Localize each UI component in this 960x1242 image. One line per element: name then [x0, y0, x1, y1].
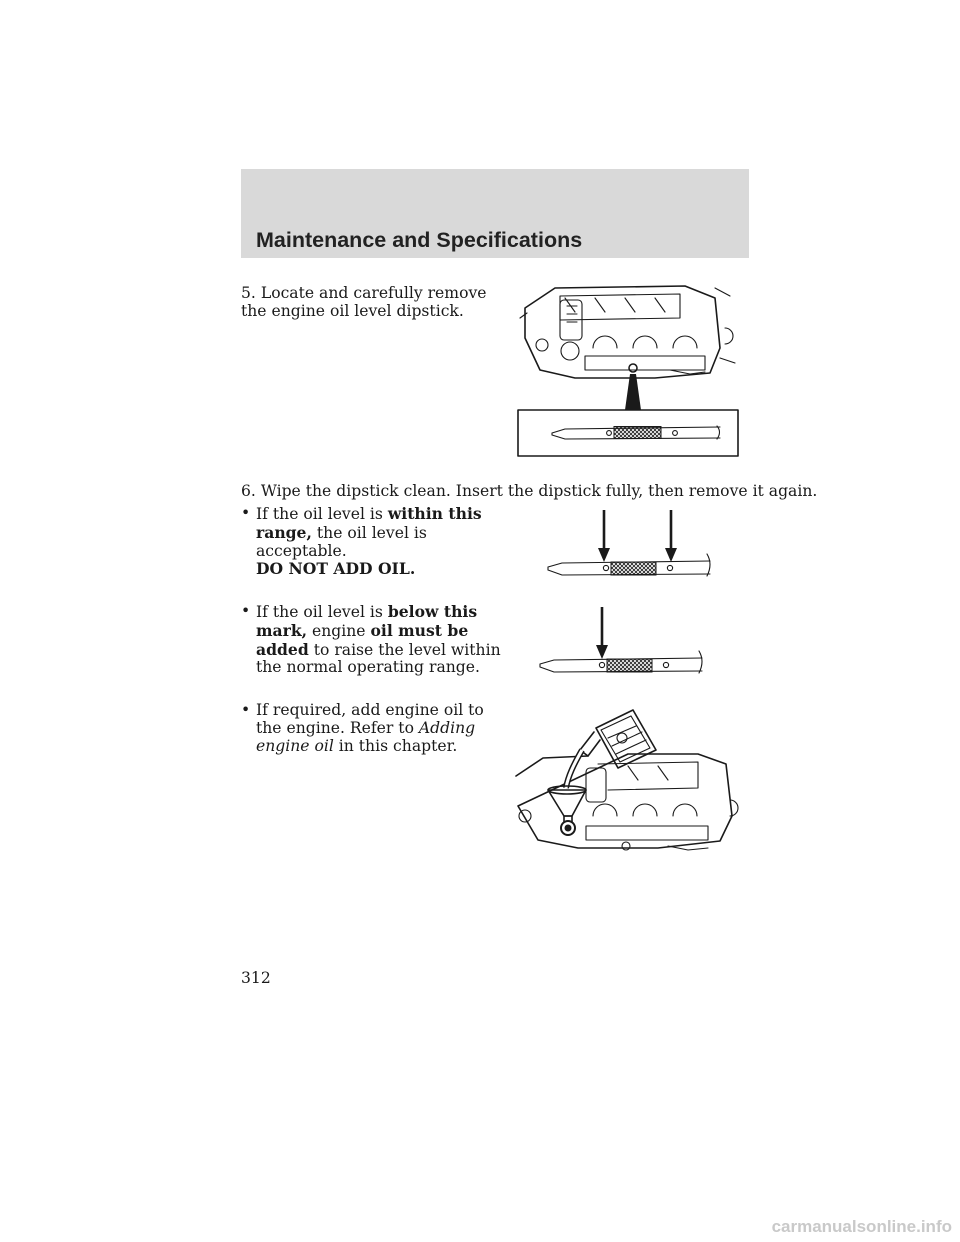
bullet-dot: • — [241, 504, 251, 522]
bullet-dot: • — [241, 602, 251, 620]
step-5-text: 5. Locate and carefully remove the engine oil level dipstick. — [241, 284, 487, 320]
section-title: Maintenance and Specifications — [256, 228, 583, 252]
watermark: carmanualsonline.info — [771, 1217, 952, 1236]
dipstick-low-figure — [535, 607, 715, 677]
bullet-dot: • — [241, 701, 251, 719]
add-oil-figure — [508, 706, 743, 866]
bullet-add-oil: • If required, add engine oil to the engine. Refer to Adding engine oil in this chapter. — [241, 701, 484, 755]
dipstick-range-figure — [540, 508, 720, 584]
engine-outline — [520, 286, 735, 378]
bullet-within-range: • If the oil level is within this range, the oil level is acceptable. DO NOT ADD OIL. — [241, 504, 482, 579]
engine-dipstick-figure — [515, 278, 745, 460]
oil-bottle-icon — [580, 710, 656, 768]
page-number: 312 — [241, 969, 271, 987]
dipstick-inset — [552, 426, 720, 439]
bullet-below-mark: • If the oil level is below this mark, engine oil must be added to raise the level within the normal operating range. — [241, 602, 501, 677]
step-6-text: 6. Wipe the dipstick clean. Insert the dipstick fully, then remove it again. — [241, 482, 818, 500]
funnel-icon — [548, 750, 586, 835]
dipstick-pointer — [625, 374, 641, 410]
engine-outline — [516, 754, 738, 850]
